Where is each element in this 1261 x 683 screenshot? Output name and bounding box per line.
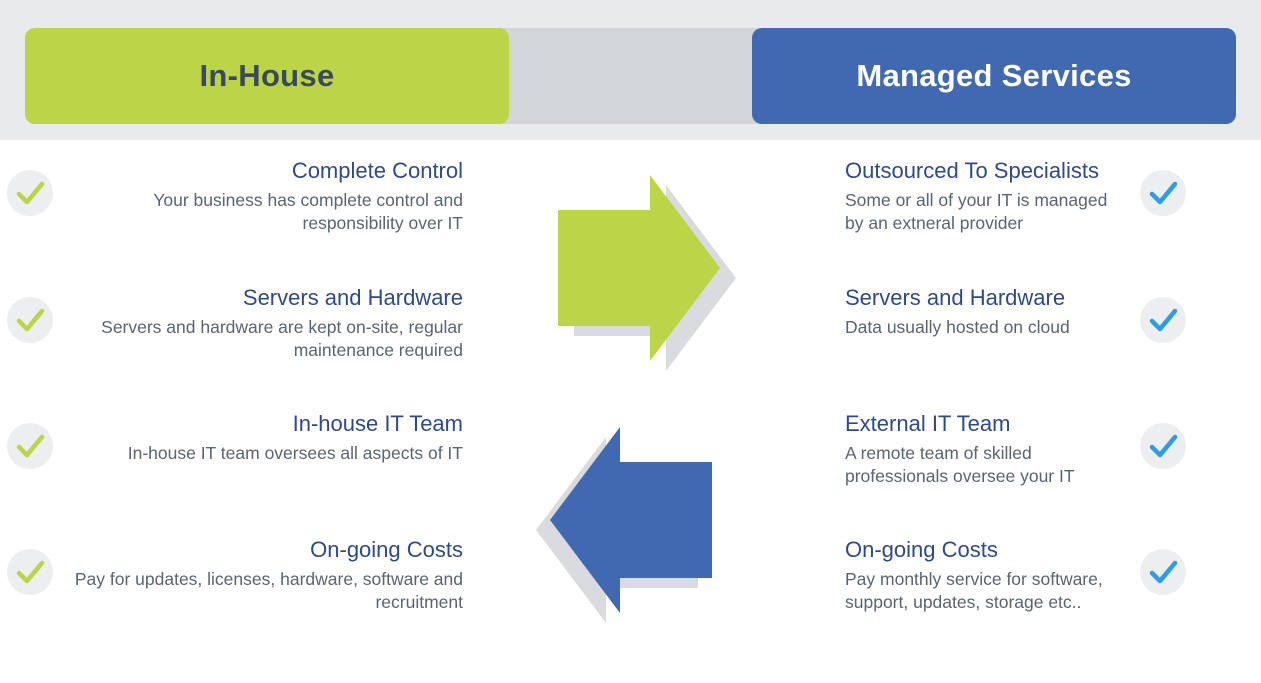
- list-item-texts: [55, 411, 485, 465]
- list-item-texts: [55, 158, 485, 235]
- list-item-desc: Some or all of your IT is managed by an extneral provider: [845, 190, 1108, 234]
- header-band: [0, 0, 1261, 140]
- list-item-title: Servers and Hardware: [845, 285, 1066, 310]
- list-item-texts: [845, 158, 1130, 235]
- check-icon: [1140, 423, 1186, 469]
- check-icon: [7, 297, 53, 343]
- list-item-title: In-house IT Team: [292, 411, 463, 436]
- list-item-desc: A remote team of skilled professionals oversee your IT: [845, 443, 1075, 487]
- list-item-texts: [845, 537, 1130, 614]
- header-pill-in-house-label: In-House: [199, 58, 335, 93]
- arrows-svg: [520, 140, 750, 683]
- list-item-desc: Your business has complete control and responsibility over IT: [153, 190, 463, 234]
- list-item-title: Servers and Hardware: [242, 285, 463, 310]
- check-badge: [7, 297, 53, 343]
- list-item-title: Outsourced To Specialists: [845, 158, 1099, 183]
- check-badge: [7, 423, 53, 469]
- list-item: [55, 285, 485, 362]
- list-item: [55, 537, 485, 614]
- list-item: [845, 537, 1261, 614]
- center-arrows: [520, 140, 750, 683]
- list-item-desc: Data usually hosted on cloud: [845, 317, 1070, 338]
- list-item: [845, 285, 1261, 339]
- check-badge: [7, 170, 53, 216]
- check-badge: [1140, 297, 1186, 343]
- check-badge: [1140, 170, 1186, 216]
- check-badge: [1140, 549, 1186, 595]
- check-icon: [1140, 297, 1186, 343]
- check-badge: [7, 549, 53, 595]
- list-item: [55, 158, 485, 235]
- list-item-title: External IT Team: [845, 411, 1011, 436]
- check-badge: [1140, 423, 1186, 469]
- check-icon: [1140, 170, 1186, 216]
- list-item: [845, 158, 1261, 235]
- list-item: [845, 411, 1261, 488]
- list-item-title: On-going Costs: [310, 537, 463, 562]
- check-icon: [7, 549, 53, 595]
- body-area: [0, 140, 1261, 683]
- list-item: [55, 411, 485, 465]
- list-item-title: Complete Control: [291, 158, 463, 183]
- list-item-desc: Servers and hardware are kept on-site, regular maintenance required: [101, 317, 463, 361]
- list-item-title: On-going Costs: [845, 537, 998, 562]
- list-item-texts: [845, 411, 1130, 488]
- list-item-texts: [845, 285, 1130, 339]
- header-pill-managed-services-label: Managed Services: [856, 58, 1132, 93]
- header-pill-in-house[interactable]: [25, 28, 509, 124]
- list-item-desc: Pay monthly service for software, support, updates, storage etc..: [845, 569, 1103, 613]
- check-icon: [1140, 549, 1186, 595]
- list-item-desc: In-house IT team oversees all aspects of IT: [127, 443, 463, 464]
- list-item-desc: Pay for updates, licenses, hardware, software and recruitment: [74, 569, 463, 613]
- list-item-texts: [55, 537, 485, 614]
- header-pill-managed-services[interactable]: [752, 28, 1236, 124]
- check-icon: [7, 423, 53, 469]
- check-icon: [7, 170, 53, 216]
- list-item-texts: [55, 285, 485, 362]
